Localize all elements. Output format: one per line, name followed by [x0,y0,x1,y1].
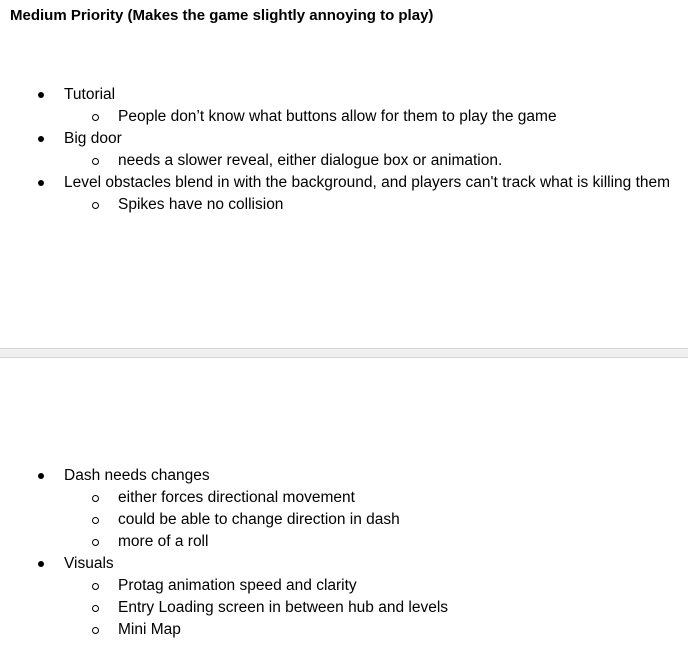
sub-list-item [0,150,674,172]
sub-list-item [0,597,674,619]
sub-item-label: could be able to change direction in dash [118,511,400,528]
bullet-list-1 [0,84,674,216]
sub-list-item [0,509,674,531]
list-item-label: Level obstacles blend in with the background, and players can't track what is killing them [64,174,671,191]
hollow-bullet-icon [92,114,99,121]
hollow-bullet-icon [92,495,99,502]
page-break [0,348,688,358]
hollow-bullet-icon [92,627,99,634]
sub-item-label: Spikes have no collision [118,196,284,213]
sub-item-label: more of a roll [118,533,209,550]
list-item-label: Big door [64,130,122,147]
sub-item-label: needs a slower reveal, either dialogue box or animation. [118,152,503,169]
sub-list-item [0,575,674,597]
sub-list-item [0,619,674,641]
sub-list-item [0,531,674,553]
sub-item-label: People don’t know what buttons allow for them to play the game [118,108,557,125]
list-item [0,128,674,150]
sub-list-item [0,194,674,216]
list-item-label: Tutorial [64,86,116,103]
list-item [0,84,674,106]
list-item [0,465,674,487]
document-page-2 [0,358,688,647]
list-item-label: Dash needs changes [64,467,210,484]
filled-bullet-icon [38,473,44,479]
bullet-list-2 [0,465,674,641]
filled-bullet-icon [38,92,44,98]
sub-list-item [0,106,674,128]
sub-item-label: Entry Loading screen in between hub and levels [118,599,449,616]
hollow-bullet-icon [92,605,99,612]
hollow-bullet-icon [92,583,99,590]
hollow-bullet-icon [92,202,99,209]
list-item [0,172,674,194]
filled-bullet-icon [38,136,44,142]
section-heading: Medium Priority (Makes the game slightly annoying to play) [10,7,434,24]
filled-bullet-icon [38,561,44,567]
list-item [0,553,674,575]
hollow-bullet-icon [92,158,99,165]
hollow-bullet-icon [92,517,99,524]
sub-item-label: Mini Map [118,621,181,638]
filled-bullet-icon [38,180,44,186]
hollow-bullet-icon [92,539,99,546]
list-item-label: Visuals [64,555,114,572]
sub-item-label: Protag animation speed and clarity [118,577,357,594]
sub-list-item [0,487,674,509]
sub-item-label: either forces directional movement [118,489,355,506]
